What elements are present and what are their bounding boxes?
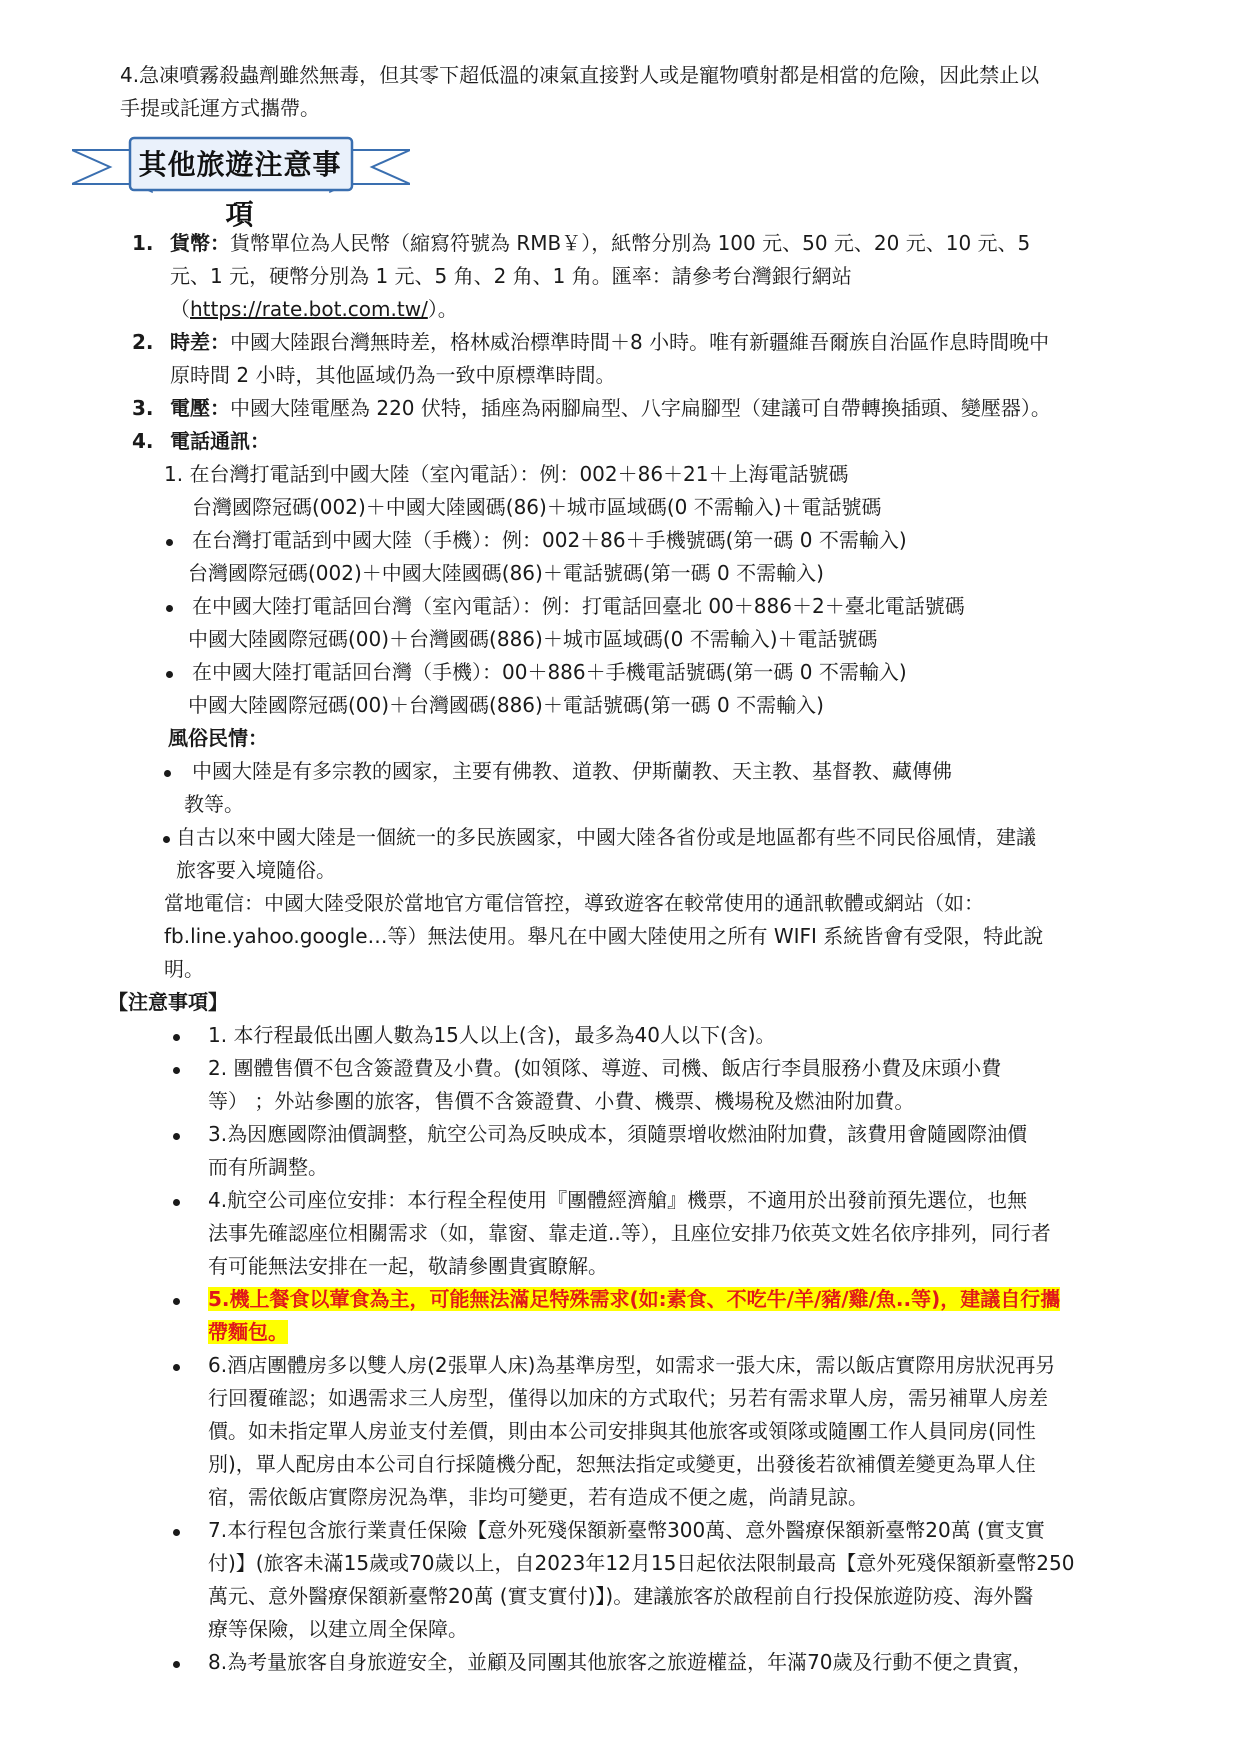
note-7-line-4: 療等保險，以建立周全保障。 xyxy=(208,1617,468,1641)
bullet-dot xyxy=(173,1298,180,1305)
note-2-line-1: 2. 團體售價不包含簽證費及小費。(如領隊、導遊、司機、飯店行李員服務小費及床頭小費 xyxy=(208,1056,1002,1080)
note-3-line-1: 3.為因應國際油價調整，航空公司為反映成本，須隨票增收燃油附加費，該費用會隨國際油價 xyxy=(208,1122,1028,1146)
note-7-line-2: 付)】(旅客未滿15歲或70歲以上，自2023年12月15日起依法限制最高【意外死殘保額新臺幣250 xyxy=(208,1551,1075,1575)
currency-line-3 xyxy=(170,294,458,324)
phone-sub2-line-2: 台灣國際冠碼(002)＋中國大陸國碼(86)＋電話號碼(第一碼 0 不需輸入) xyxy=(188,561,824,585)
note-7-line-1: 7.本行程包含旅行業責任保險【意外死殘保額新臺幣300萬、意外醫療保額新臺幣20萬 (實支實 xyxy=(208,1518,1045,1542)
item-number-phone: 4. xyxy=(132,429,154,453)
customs-label: 風俗民情： xyxy=(168,726,268,750)
timezone-line-1 xyxy=(170,327,1049,357)
bullet-dot xyxy=(173,1661,180,1668)
bullet-dot xyxy=(173,1067,180,1074)
note-4-line-1: 4.航空公司座位安排：本行程全程使用『團體經濟艙』機票，不適用於出發前預先選位，也無 xyxy=(208,1188,1028,1212)
bullet-dot xyxy=(163,836,170,843)
bullet-dot xyxy=(173,1199,180,1206)
bullet-dot xyxy=(173,1364,180,1371)
note-6-line-2: 行回覆確認；如遇需求三人房型，僅得以加床的方式取代；另若有需求單人房，需另補單人房差 xyxy=(208,1386,1048,1410)
bullet-dot xyxy=(173,1133,180,1140)
note-5-line-1 xyxy=(208,1284,1060,1314)
currency-line-2: 元、1 元，硬幣分別為 1 元、5 角、2 角、1 角。匯率：請參考台灣銀行網站 xyxy=(170,264,852,288)
telecom-line-3: 明。 xyxy=(164,957,204,981)
currency-label: 貨幣： xyxy=(170,231,230,255)
customs-b1-line-2: 教等。 xyxy=(184,792,244,816)
telecom-line-1: 當地電信：中國大陸受限於當地官方電信管控，導致遊客在較常使用的通訊軟體或網站（如： xyxy=(164,891,984,915)
note-5-line-2 xyxy=(208,1317,288,1347)
voltage-line-1 xyxy=(170,393,1051,423)
note-6-line-3: 價。如未指定單人房並支付差價，則由本公司安排與其他旅客或領隊或隨團工作人員同房(同性 xyxy=(208,1419,1036,1443)
item-number-timezone: 2. xyxy=(132,330,154,354)
note-4-line-2: 法事先確認座位相關需求（如，靠窗、靠走道..等），且座位安排乃依英文姓名依序排列，同行者 xyxy=(208,1221,1051,1245)
phone-sub3-line-2: 中國大陸國際冠碼(00)＋台灣國碼(886)＋城市區域碼(0 不需輸入)＋電話號碼 xyxy=(188,627,878,651)
phone-label: 電話通訊： xyxy=(170,429,270,453)
intro-line-2: 手提或託運方式攜帶。 xyxy=(120,96,320,120)
bank-rate-link[interactable]: https://rate.bot.com.tw/ xyxy=(190,297,428,321)
banner-title: 其他旅遊注意事項 xyxy=(138,148,342,231)
currency-paren-open: （ xyxy=(170,297,190,321)
bullet-dot xyxy=(166,539,173,546)
intro-line-1: 4.急凍噴霧殺蟲劑雖然無毒，但其零下超低溫的凍氣直接對人或是寵物噴射都是相當的危險，因此禁止以 xyxy=(120,63,1040,87)
voltage-label: 電壓： xyxy=(170,396,230,420)
customs-b1-line-1: 中國大陸是有多宗教的國家，主要有佛教、道教、伊斯蘭教、天主教、基督教、藏傳佛 xyxy=(192,759,952,783)
note-1: 1. 本行程最低出團人數為15人以上(含)，最多為40人以下(含)。 xyxy=(208,1023,776,1047)
item-number-currency: 1. xyxy=(132,231,154,255)
customs-b2-line-1: 自古以來中國大陸是一個統一的多民族國家，中國大陸各省份或是地區都有些不同民俗風情，建議 xyxy=(176,825,1036,849)
note-6-line-1: 6.酒店團體房多以雙人房(2張單人床)為基準房型，如需求一張大床，需以飯店實際用房狀況再另 xyxy=(208,1353,1056,1377)
phone-sub1-line-1: 1. 在台灣打電話到中國大陸（室內電話）：例：002＋86＋21＋上海電話號碼 xyxy=(164,462,849,486)
highlighted-warning-text: 5.機上餐食以葷食為主，可能無法滿足特殊需求(如:素食、不吃牛/羊/豬/雞/魚..等)，建議自行攜 xyxy=(208,1287,1061,1311)
note-6-line-5: 宿，需依飯店實際房況為準，非均可變更，若有造成不便之處，尚請見諒。 xyxy=(208,1485,868,1509)
bullet-dot xyxy=(173,1529,180,1536)
phone-sub3-line-1: 在中國大陸打電話回台灣（室內電話）：例：打電話回臺北 00＋886＋2＋臺北電話號碼 xyxy=(192,594,965,618)
bullet-dot xyxy=(173,1034,180,1041)
timezone-line-2: 原時間 2 小時，其他區域仍為一致中原標準時間。 xyxy=(170,363,616,387)
phone-sub1-line-2: 台灣國際冠碼(002)＋中國大陸國碼(86)＋城市區域碼(0 不需輸入)＋電話號碼 xyxy=(192,495,882,519)
note-6-line-4: 別)，單人配房由本公司自行採隨機分配，恕無法指定或變更，出發後若欲補價差變更為單人住 xyxy=(208,1452,1036,1476)
bullet-dot xyxy=(166,605,173,612)
bullet-dot xyxy=(166,671,173,678)
currency-paren-close: ）。 xyxy=(427,297,458,321)
highlighted-warning-text: 帶麵包。 xyxy=(208,1320,288,1344)
item-number-voltage: 3. xyxy=(132,396,154,420)
note-8-line-1: 8.為考量旅客自身旅遊安全，並顧及同團其他旅客之旅遊權益，年滿70歲及行動不便之貴賓， xyxy=(208,1650,1033,1674)
note-4-line-3: 有可能無法安排在一起，敬請參團貴賓瞭解。 xyxy=(208,1254,608,1278)
notes-heading: 【注意事項】 xyxy=(108,990,228,1014)
note-3-line-2: 而有所調整。 xyxy=(208,1155,328,1179)
voltage-text-1: 中國大陸電壓為 220 伏特，插座為兩腳扁型、八字扁腳型（建議可自帶轉換插頭、變壓器）。 xyxy=(230,396,1051,420)
note-7-line-3: 萬元、意外醫療保額新臺幣20萬 (實支實付)】)。建議旅客於啟程前自行投保旅遊防疫、海外醫 xyxy=(208,1584,1034,1608)
currency-line-1 xyxy=(170,228,1030,258)
note-2-line-2: 等） ；外站參團的旅客，售價不含簽證費、小費、機票、機場稅及燃油附加費。 xyxy=(208,1089,915,1113)
timezone-text-1: 中國大陸跟台灣無時差，格林威治標準時間＋8 小時。唯有新疆維吾爾族自治區作息時間晚中 xyxy=(230,330,1050,354)
phone-sub2-line-1: 在台灣打電話到中國大陸（手機）：例：002＋86＋手機號碼(第一碼 0 不需輸入) xyxy=(192,528,907,552)
timezone-label: 時差： xyxy=(170,330,230,354)
phone-sub4-line-1: 在中國大陸打電話回台灣（手機）：00＋886＋手機電話號碼(第一碼 0 不需輸入) xyxy=(192,660,907,684)
customs-b2-line-2: 旅客要入境隨俗。 xyxy=(176,858,336,882)
phone-sub4-line-2: 中國大陸國際冠碼(00)＋台灣國碼(886)＋電話號碼(第一碼 0 不需輸入) xyxy=(188,693,824,717)
currency-text-1: 貨幣單位為人民幣（縮寫符號為 RMB￥），紙幣分別為 100 元、50 元、20 元、10 元、5 xyxy=(230,231,1031,255)
telecom-line-2: fb.line.yahoo.google…等）無法使用。舉凡在中國大陸使用之所有 WIFI 系統皆會有受限，特此說 xyxy=(164,924,1044,948)
bullet-dot xyxy=(164,770,171,777)
